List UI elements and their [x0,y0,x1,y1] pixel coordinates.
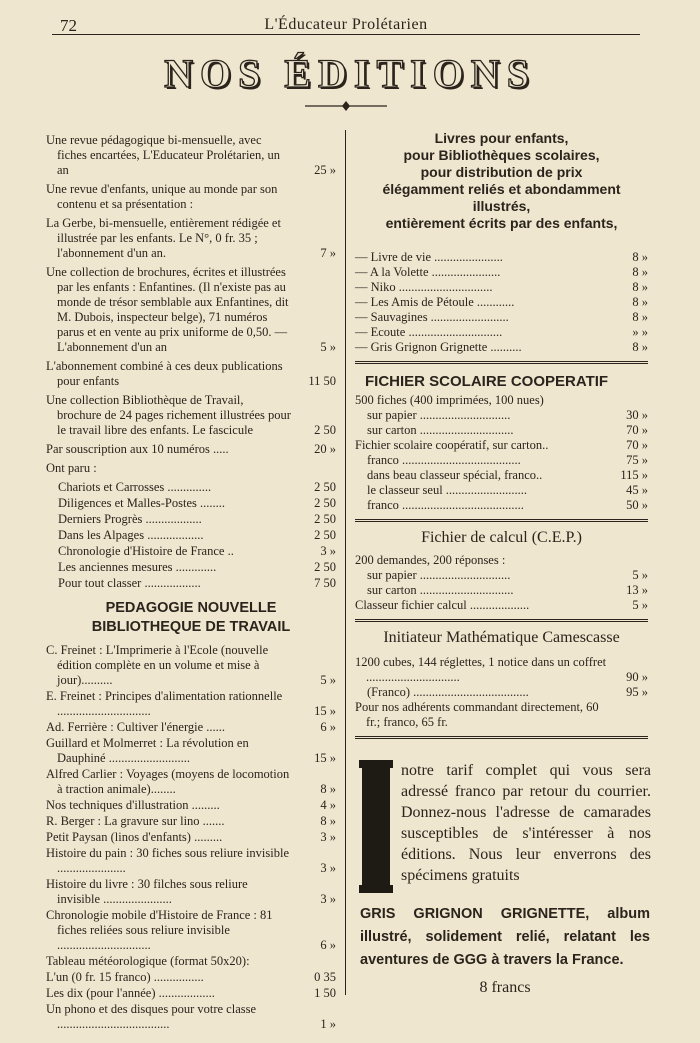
item-price: 3 » [320,892,336,906]
item-price: 15 » [314,751,336,765]
item-text: (Franco) ..................................... [367,685,529,699]
books-title [355,130,648,232]
item-price: 70 » [626,423,648,437]
list-item [58,496,336,511]
item-text: 500 fiches (400 imprimées, 100 nues) [355,393,544,407]
item-text: Petit Paysan (linos d'enfants) ......... [46,830,223,844]
item-text: — Gris Grignon Grignette .......... [355,340,522,354]
list-item [355,295,648,310]
item-text: Chariots et Carrosses .............. [58,480,212,494]
item-price: 3 » [320,830,336,844]
list-item [355,325,648,340]
item-text: — Niko .............................. [355,280,493,294]
list-item [46,814,336,829]
list-item [355,655,648,685]
item-text: Classeur fichier calcul ................... [355,598,530,612]
list-item [46,393,336,438]
list-item [355,483,648,498]
item-price: 8 » [632,340,648,354]
item-price: 20 » [314,442,336,456]
list-item [46,461,336,476]
item-price: 90 » [626,670,648,684]
item-price: 50 » [626,498,648,512]
calcul-title: Fichier de calcul (C.E.P.) [421,529,582,546]
item-price: 70 » [626,438,648,452]
ggg-price: 8 francs [479,979,531,996]
list-item [46,359,336,389]
item-text: Tableau météorologique (format 50x20): [46,954,250,968]
item-price: 95 » [626,685,648,699]
list-item [355,310,648,325]
double-rule [355,736,648,739]
list-item [355,598,648,613]
running-header [52,12,640,35]
list-item [46,643,336,688]
list-item [46,986,336,1001]
item-price: 4 » [320,798,336,812]
list-item [46,767,336,797]
item-text: Nos techniques d'illustration ......... [46,798,220,812]
double-rule [355,619,648,622]
list-item [46,182,336,212]
item-price: 2 50 [314,496,336,510]
item-text: Pour tout classer .................. [58,576,201,590]
item-text: Une revue d'enfants, unique au monde par son contenu et sa présentation : [46,182,278,211]
list-item [46,216,336,261]
column-divider [345,130,346,995]
list-item [46,970,336,985]
item-text: Une collection de brochures, écrites et illustrées par les enfants : Enfantines. (Il n'existe pas au monde de trésor semblable aux Enfantines, dit M. Dubois, inspecteur belge), 71 numéros parus et en vente au prix uniforme de 0,50. — L'abonnement d'un an [46,265,289,354]
item-text: franco ...................................... [367,453,521,467]
list-item [355,423,648,438]
fichier-list [355,393,648,513]
left-column [46,133,336,1033]
item-text: Histoire du pain : 30 fiches sous reliure invisible ...................... [46,846,290,875]
list-item [46,736,336,766]
list-item [355,265,648,280]
section-title-line: PEDAGOGIE NOUVELLE [105,600,277,616]
item-text: — Les Amis de Pétoule ............ [355,295,515,309]
item-price: 2 50 [314,480,336,494]
item-text: sur carton .............................. [367,583,514,597]
item-price: 5 » [320,673,336,687]
list-item [58,544,336,559]
list-item [355,468,648,483]
list-item [46,846,336,876]
list-item [46,1002,336,1032]
item-price: 75 » [626,453,648,467]
list-item [355,280,648,295]
item-text: E. Freinet : Principes d'alimentation rationnelle .............................. [46,689,283,718]
item-text: franco ....................................... [367,498,524,512]
item-text: Chronologie mobile d'Histoire de France : 81 fiches reliées sous reliure invisible .............................. [46,908,273,952]
item-price: 1 50 [314,986,336,1000]
notice-text: notre tarif complet qui vous sera adressé franco par retour du courrier. Donnez-nous l'adresse de camarades susceptibles de s'intéresser à nos éditions. Nous leur enverrons des spécimens gratuits [401,762,651,884]
item-text: Les dix (pour l'année) .................. [46,986,215,1000]
list-item [355,685,648,700]
books-title-line: illustrés, [472,198,531,214]
section-title-line: BIBLIOTHEQUE DE TRAVAIL [91,619,291,635]
item-text: Diligences et Malles-Postes ........ [58,496,225,510]
title-ornament [305,100,387,112]
item-price: 5 » [632,568,648,582]
list-item [355,568,648,583]
item-price: 3 » [320,861,336,875]
item-text: La Gerbe, bi-mensuelle, entièrement rédigée et illustrée par les enfants. Le N°, 0 fr. 35 ; l'abonnement d'un an. [46,216,281,260]
item-price: 2 50 [314,560,336,574]
pedagogie-list [46,643,336,1032]
item-text: — Livre de vie ...................... [355,250,503,264]
books-list [355,250,648,355]
item-text: dans beau classeur spécial, franco.. [367,468,543,482]
books-title-line: pour distribution de prix [420,164,583,180]
item-price: 11 50 [308,374,336,388]
list-item [46,954,336,969]
list-item [355,553,648,568]
item-text: — Sauvagines ......................... [355,310,509,324]
list-item [355,250,648,265]
item-price: 45 » [626,483,648,497]
list-item [355,340,648,355]
list-item [46,133,336,178]
initiateur-title: Initiateur Mathématique Camescasse [383,629,620,646]
item-text: Dans les Alpages .................. [58,528,204,542]
intro-list [46,133,336,476]
double-rule [355,361,648,364]
list-item [58,528,336,543]
item-text: Ad. Ferrière : Cultiver l'énergie ...... [46,720,226,734]
list-item [46,720,336,735]
list-item [58,560,336,575]
item-price: 2 50 [314,528,336,542]
item-price: 13 » [626,583,648,597]
item-price: 5 » [320,340,336,354]
list-item [46,908,336,953]
item-text: Histoire du livre : 30 filches sous reliure invisible ...................... [46,877,248,906]
item-price: 15 » [314,704,336,718]
ggg-text: GRIS GRIGNON GRIGNETTE, album illustré, solidement relié, relatant les aventures de GGG à travers la France. [360,906,650,968]
item-price: 8 » [632,295,648,309]
item-text: Par souscription aux 10 numéros ..... [46,442,229,456]
item-price: 2 50 [314,512,336,526]
notice-box [355,760,651,895]
item-text: L'un (0 fr. 15 franco) ................ [46,970,204,984]
item-price: 1 » [320,1017,336,1031]
list-item [46,265,336,355]
item-price: » » [632,325,648,339]
item-text: Ont paru : [46,461,97,475]
item-price: 2 50 [314,423,336,437]
journal-title: L'Éducateur Prolétarien [264,16,428,33]
item-price: 0 35 [314,970,336,984]
ont-paru-list [46,480,336,591]
item-price: 8 » [632,265,648,279]
list-item [355,498,648,513]
list-item [355,438,648,453]
item-text: Derniers Progrès .................. [58,512,202,526]
item-text: C. Freinet : L'Imprimerie à l'Ecole (nouvelle édition complète en un volume et mise à jour).......... [46,643,269,687]
item-price: 7 » [320,246,336,260]
list-item [355,453,648,468]
list-item [355,700,648,730]
calcul-list [355,553,648,613]
item-text: Une revue pédagogique bi-mensuelle, avec fiches encartées, L'Educateur Prolétarien, un an [46,133,280,177]
item-price: 115 » [620,468,648,482]
item-price: 8 » [320,814,336,828]
fichier-title: FICHIER SCOLAIRE COOPERATIF [365,373,609,390]
list-item [46,798,336,813]
item-price: 25 » [314,163,336,177]
page-number: 72 [60,16,77,35]
item-text: — Ecoute .............................. [355,325,503,339]
page-title: NOS ÉDITIONS [164,51,536,96]
item-price: 8 » [632,310,648,324]
double-rule [355,519,648,522]
item-price: 6 » [320,938,336,952]
item-text: Pour nos adhérents commandant directement, 60 fr.; franco, 65 fr. [355,700,599,729]
item-price: 8 » [632,280,648,294]
drop-cap-i [362,760,390,893]
list-item [58,512,336,527]
item-text: sur papier ............................. [367,408,511,422]
item-text: L'abonnement combiné à ces deux publications pour enfants [46,359,283,388]
item-price: 7 50 [314,576,336,590]
item-text: Chronologie d'Histoire de France .. [58,544,234,558]
item-text: Alfred Carlier : Voyages (moyens de locomotion à traction animale)........ [46,767,290,796]
list-item [46,442,336,457]
list-item [46,830,336,845]
list-item [58,480,336,495]
item-price: 8 » [320,782,336,796]
list-item [58,576,336,591]
pedagogie-title [46,599,336,637]
item-text: Les anciennes mesures ............. [58,560,217,574]
item-price: 3 » [320,544,336,558]
item-price: 30 » [626,408,648,422]
item-text: sur carton .............................. [367,423,514,437]
list-item [355,393,648,408]
item-text: sur papier ............................. [367,568,511,582]
item-price: 5 » [632,598,648,612]
list-item [46,877,336,907]
initiateur-list [355,655,648,730]
books-title-line: entièrement écrits par des enfants, [385,215,618,231]
item-price: 6 » [320,720,336,734]
list-item [355,583,648,598]
books-title-line: pour Bibliothèques scolaires, [403,147,600,163]
list-item [355,408,648,423]
item-text: Une collection Bibliothèque de Travail, brochure de 24 pages richement illustrées pour le travail libre des enfants. Le fascicule [46,393,291,437]
item-text: R. Berger : La gravure sur lino ....... [46,814,225,828]
books-title-line: élégamment reliés et abondamment [382,181,621,197]
item-text: Fichier scolaire coopératif, sur carton.. [355,438,549,452]
item-text: 200 demandes, 200 réponses : [355,553,506,567]
item-text: 1200 cubes, 144 réglettes, 1 notice dans un coffret .............................. [355,655,607,684]
item-text: le classeur seul .......................... [367,483,528,497]
ggg-advert [360,903,650,999]
books-title-line: Livres pour enfants, [434,130,569,146]
item-text: Un phono et des disques pour votre classe .................................... [46,1002,257,1031]
item-price: 8 » [632,250,648,264]
right-column [355,130,648,745]
item-text: Guillard et Molmerret : La révolution en Dauphiné .......................... [46,736,249,765]
list-item [46,689,336,719]
item-text: — A la Volette ...................... [355,265,501,279]
